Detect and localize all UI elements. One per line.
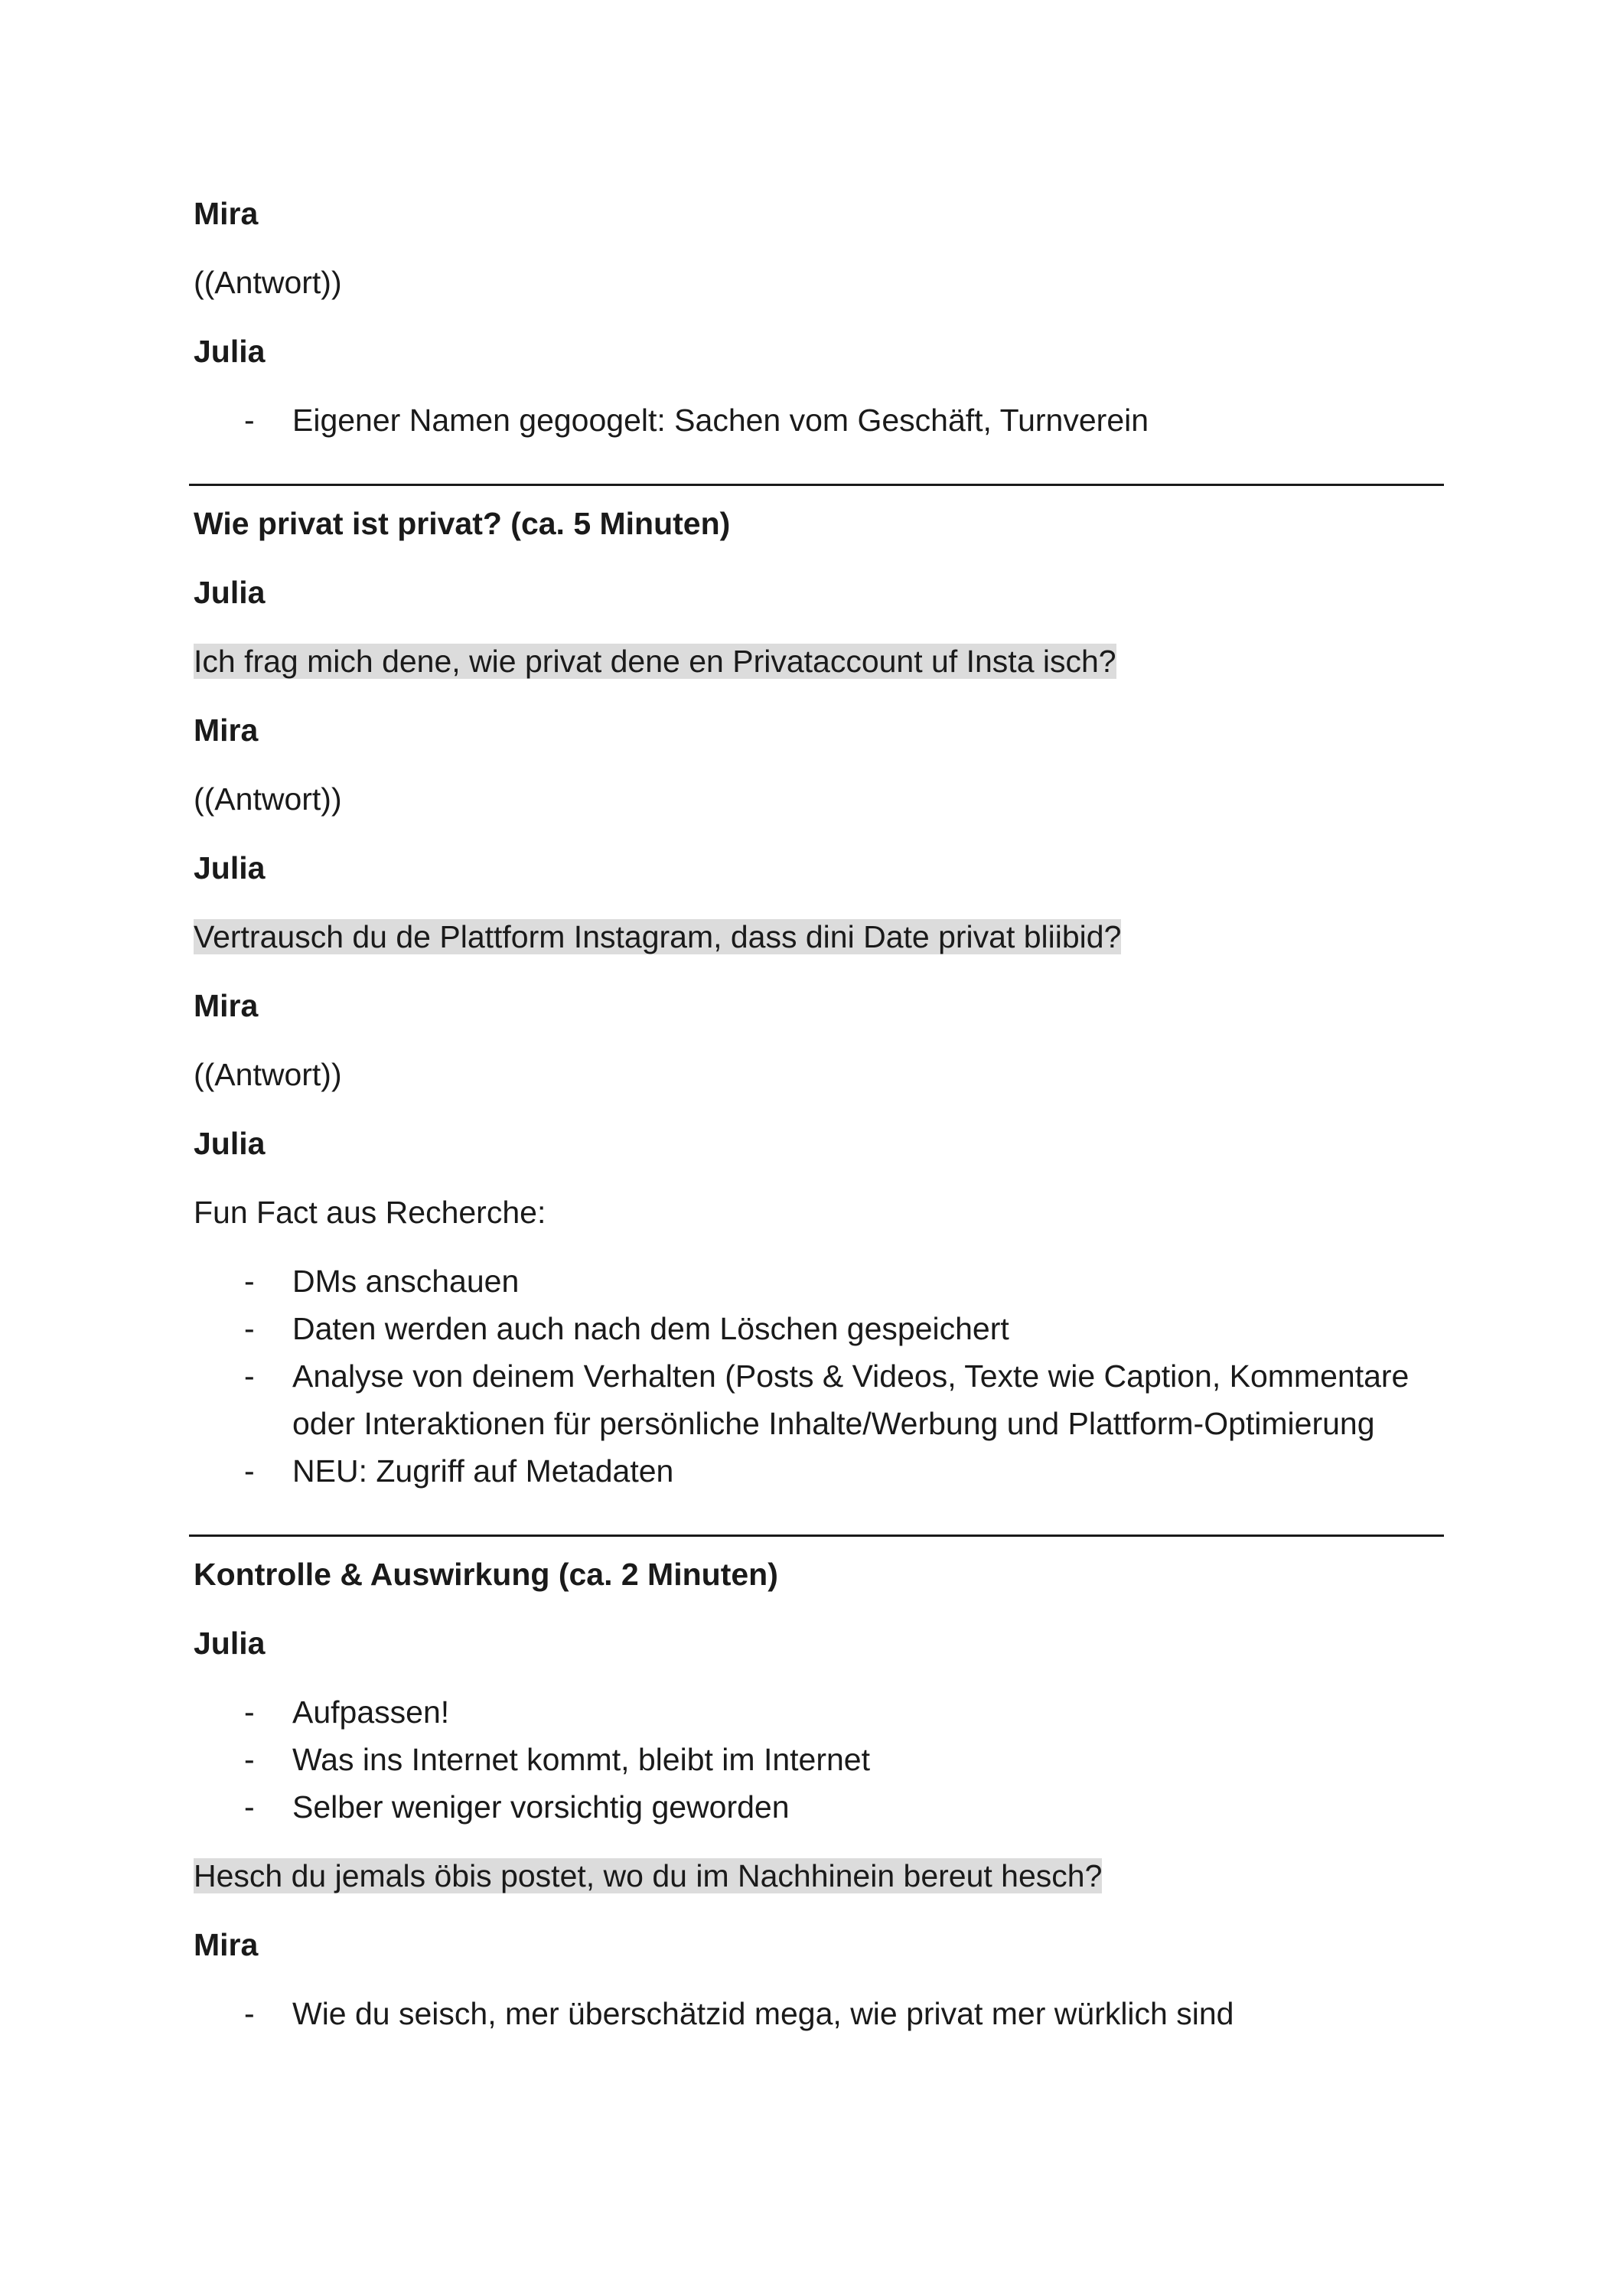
list-item: - Eigener Namen gegoogelt: Sachen vom Geschäft, Turnverein <box>194 396 1449 444</box>
list-item: - Analyse von deinem Verhalten (Posts & Videos, Texte wie Caption, Kommentare oder Interaktionen für persönliche Inhalte/Werbung und Plattform-Optimierung <box>194 1352 1449 1447</box>
answer-placeholder: ((Antwort)) <box>194 265 342 300</box>
speaker-name: Mira <box>194 988 259 1023</box>
list-item: - Daten werden auch nach dem Löschen gespeichert <box>194 1305 1449 1352</box>
speaker-name: Mira <box>194 1927 259 1962</box>
list-item: - Wie du seisch, mer überschätzid mega, wie privat mer würklich sind <box>194 1990 1449 2037</box>
list-item: - NEU: Zugriff auf Metadaten <box>194 1447 1449 1495</box>
section-divider <box>189 484 1444 486</box>
section-divider <box>189 1534 1444 1537</box>
bullet-list <box>194 1257 1449 1495</box>
fun-fact-label: Fun Fact aus Recherche: <box>194 1195 546 1230</box>
speaker-name: Julia <box>194 1126 266 1161</box>
speaker-name: Julia <box>194 575 266 610</box>
document-page <box>194 190 1449 2059</box>
speaker-name: Julia <box>194 1626 266 1661</box>
highlighted-question: Hesch du jemals öbis postet, wo du im Nachhinein bereut hesch? <box>194 1858 1103 1893</box>
speaker-name: Mira <box>194 713 259 748</box>
bullet-list <box>194 396 1449 444</box>
answer-placeholder: ((Antwort)) <box>194 781 342 817</box>
list-item: - Selber weniger vorsichtig geworden <box>194 1783 1449 1831</box>
speaker-name: Julia <box>194 334 266 369</box>
highlighted-question: Ich frag mich dene, wie privat dene en Privataccount uf Insta isch? <box>194 644 1116 679</box>
speaker-name: Mira <box>194 196 259 231</box>
bullet-list <box>194 1688 1449 1831</box>
section-title: Kontrolle & Auswirkung (ca. 2 Minuten) <box>194 1557 778 1592</box>
list-item: - Was ins Internet kommt, bleibt im Internet <box>194 1736 1449 1783</box>
list-item: - Aufpassen! <box>194 1688 1449 1736</box>
section-title: Wie privat ist privat? (ca. 5 Minuten) <box>194 506 731 541</box>
bullet-list <box>194 1990 1449 2037</box>
answer-placeholder: ((Antwort)) <box>194 1057 342 1092</box>
speaker-name: Julia <box>194 850 266 885</box>
list-item: - DMs anschauen <box>194 1257 1449 1305</box>
highlighted-question: Vertrausch du de Plattform Instagram, dass dini Date privat bliibid? <box>194 919 1122 954</box>
